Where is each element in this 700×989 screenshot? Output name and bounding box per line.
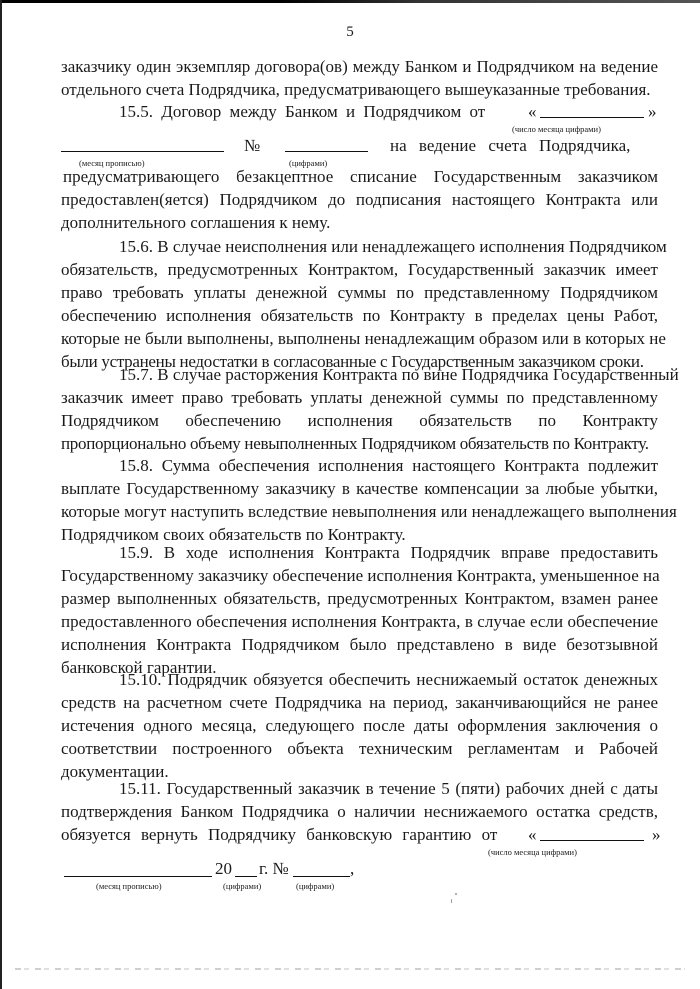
guarantee-number-field[interactable] — [293, 876, 350, 877]
close-quote: » — [648, 102, 657, 121]
clause-15-6-line-2: обязательств, предусмотренных Контрактом, Государственный заказчик имеет — [61, 260, 658, 279]
clause-15-8-line-4: Подрядчиком своих обязательств по Контракту. — [61, 525, 406, 544]
clause-15-6-line-3: право требовать уплаты денежной суммы по представленному Подрядчиком — [61, 283, 658, 302]
intro-line-1: заказчику один экземпляр договора(ов) между Банком и Подрядчиком на ведение — [61, 57, 658, 76]
clause-15-9-line-4: предоставленного обеспечения исполнения Контракта, в случае если обеспечение — [61, 612, 658, 631]
clause-15-5-line-1: 15.5. Договор между Банком и Подрядчиком от — [119, 102, 486, 121]
clause-15-10-line-5: документации. — [61, 762, 169, 781]
clause-15-10-line-4: соответствии построенного объекта техническим регламентам и Рабочей — [61, 739, 658, 758]
page-number: 5 — [346, 24, 354, 40]
number-sign: № — [244, 136, 261, 155]
scan-left-edge — [0, 0, 2, 989]
hint-number-digits: (цифрами) — [296, 881, 335, 891]
clause-15-9-line-6: банковской гарантии. — [61, 658, 217, 677]
contract-number-field[interactable] — [285, 151, 368, 152]
guarantee-day-month-field[interactable] — [540, 840, 644, 841]
hint-year-digits: (цифрами) — [223, 881, 262, 891]
clause-15-5-line-3: предусматривающего безакцептное списание Государственным заказчиком — [63, 167, 658, 186]
open-quote: « — [528, 102, 537, 121]
clause-15-7-line-4: пропорционально объему невыполненных Подрядчиком обязательств по Контракту. — [61, 434, 649, 453]
clause-15-8-line-1: 15.8. Сумма обеспечения исполнения настоящего Контракта подлежит — [119, 456, 658, 475]
clause-15-9-line-1: 15.9. В ходе исполнения Контракта Подрядчик вправе предоставить — [119, 543, 658, 562]
open-quote-2: « — [528, 825, 537, 844]
clause-15-11-line-3: обязуется вернуть Подрядчику банковскую гарантию от — [61, 825, 498, 844]
clause-15-6-line-1: 15.6. В случае неисполнения или ненадлежащего исполнения Подрядчиком — [119, 237, 667, 256]
scan-speck — [455, 893, 457, 895]
clause-15-6-line-4: обеспечению исполнения обязательств по Контракту в пределах цены Работ, — [61, 306, 658, 325]
date-day-month-field[interactable] — [540, 117, 644, 118]
guarantee-month-words-field[interactable] — [64, 876, 212, 877]
scan-noise-line — [15, 968, 685, 970]
clause-15-7-line-1: 15.7. В случае расторжения Контракта по вине Подрядчика Государственный — [119, 365, 679, 384]
year-prefix: 20 — [215, 859, 232, 878]
clause-15-8-line-3: которые могут наступить вследствие невыполнения или ненадлежащего выполнения — [61, 502, 677, 521]
year-digits-field[interactable] — [235, 876, 257, 877]
hint-day-month-2: (число месяца цифрами) — [488, 847, 577, 857]
clause-15-7-line-2: заказчик имеет право требовать уплаты денежной суммы по представленному — [61, 388, 658, 407]
clause-15-6-line-6: были устранены недостатки в согласованные с Государственным заказчиком сроки. — [61, 352, 644, 371]
clause-15-7-line-3: Подрядчиком обеспечению исполнения обязательств по Контракту — [61, 411, 658, 430]
scan-top-edge — [0, 0, 700, 3]
close-quote-2: » — [652, 825, 661, 844]
trailing-comma: , — [350, 859, 355, 878]
clause-15-10-line-2: средств на расчетном счете Подрядчика на период, заканчивающийся не ранее — [61, 693, 658, 712]
clause-15-11-line-2: подтверждения Банком Подрядчика о наличии неснижаемого остатка средств, — [61, 802, 658, 821]
intro-line-2: отдельного счета Подрядчика, предусматривающего вышеуказанные требования. — [61, 80, 651, 99]
clause-15-10-line-1: 15.10. Подрядчик обязуется обеспечить неснижаемый остаток денежных — [119, 670, 658, 689]
month-words-field[interactable] — [61, 151, 224, 152]
clause-15-11-line-1: 15.11. Государственный заказчик в течение 5 (пяти) рабочих дней с даты — [119, 779, 658, 798]
clause-15-5-line-5: дополнительного соглашения к нему. — [61, 213, 331, 232]
clause-15-5-line-4: предоставлен(яется) Подрядчиком до подписания настоящего Контракта или — [61, 190, 658, 209]
clause-15-9-line-2: Государственному заказчику обеспечение исполнения Контракта, уменьшенное на — [61, 566, 660, 585]
hint-month-words-2: (месяц прописью) — [96, 881, 162, 891]
clause-15-6-line-5: которые не были выполнены, выполнены ненадлежащим образом или в которых не — [61, 329, 666, 348]
clause-15-9-line-3: размер выполненных обязательств, предусмотренных Контрактом, взамен ранее — [61, 589, 658, 608]
clause-15-10-line-3: истечения одного месяца, следующего после даты оформления заключения о — [61, 716, 658, 735]
year-suffix: г. № — [259, 859, 289, 878]
hint-digits: (цифрами) — [289, 158, 328, 168]
clause-15-5-line-2-tail: на ведение счета Подрядчика, — [390, 136, 631, 155]
hint-day-month: (число месяца цифрами) — [512, 124, 601, 134]
clause-15-9-line-5: исполнения Контракта Подрядчиком было представлено в виде безотзывной — [61, 635, 658, 654]
hint-month-words: (месяц прописью) — [79, 158, 145, 168]
clause-15-8-line-2: выплате Государственному заказчику в качестве компенсации за любые убытки, — [61, 479, 658, 498]
scan-speck — [451, 899, 452, 903]
